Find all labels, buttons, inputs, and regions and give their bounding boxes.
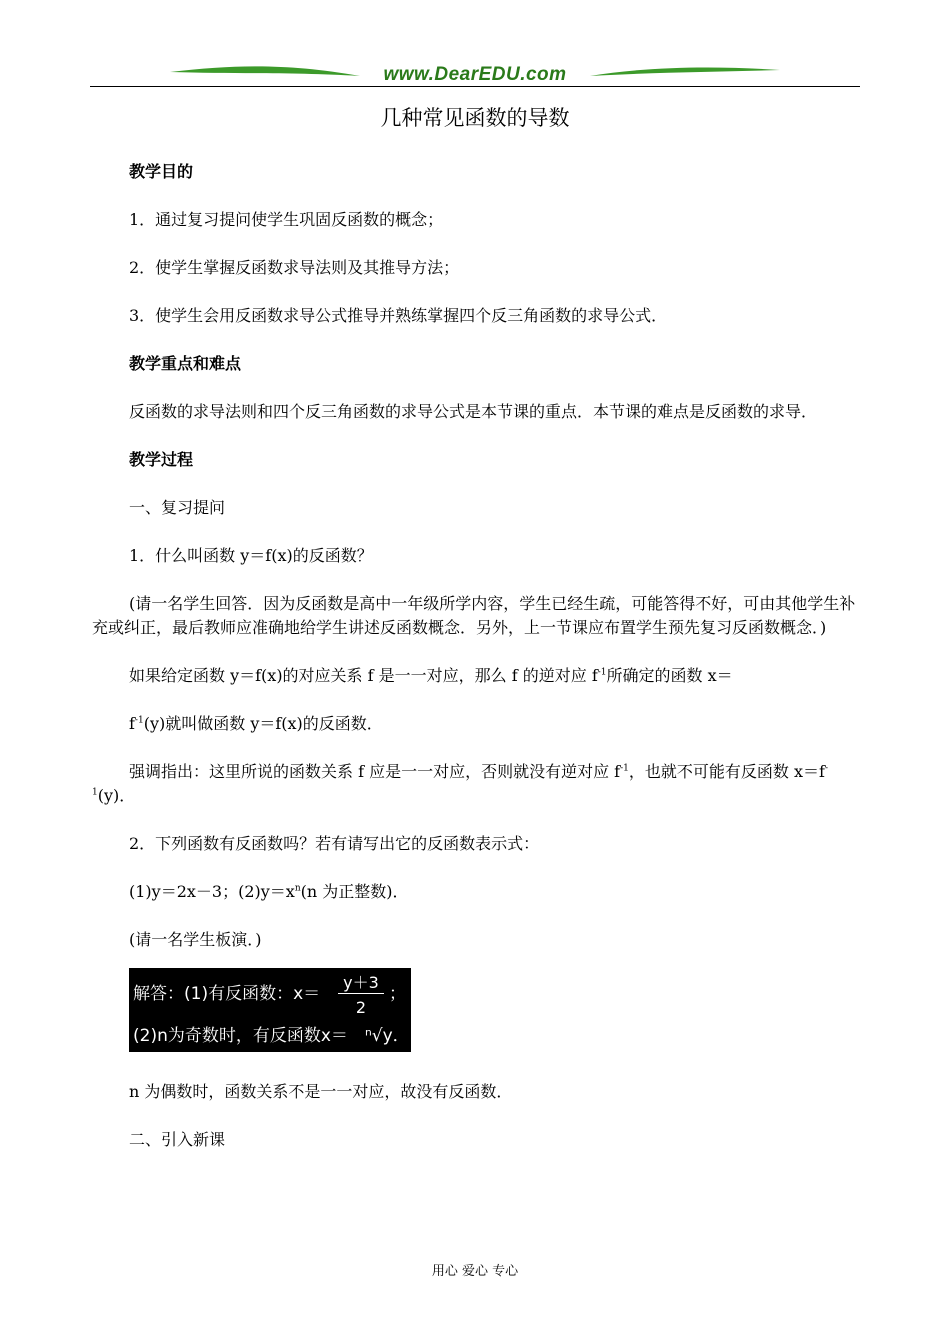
answer-line-1: 解答：(1)有反函数：x＝ bbox=[133, 984, 321, 1004]
objectives-heading: 教学目的 bbox=[129, 162, 194, 181]
question-1: 1．什么叫函数 y＝f(x)的反函数？ bbox=[129, 546, 373, 565]
answer-root: ⁿ√y． bbox=[365, 1026, 410, 1046]
header-divider bbox=[90, 86, 860, 87]
process-heading: 教学过程 bbox=[129, 450, 194, 469]
keypoints-text: 反函数的求导法则和四个反三角函数的求导公式是本节课的重点．本节课的难点是反函数的求导． bbox=[129, 402, 818, 421]
objective-item: 2．使学生掌握反函数求导法则及其推导方法； bbox=[129, 258, 460, 277]
definition-line-1: 如果给定函数 y＝f(x)的对应关系 f 是一一对应，那么 f 的逆对应 $f^{-1}$所确定的函数 x＝ bbox=[129, 666, 733, 685]
question-1-note: (请一名学生回答．因为反函数是高中一年级所学内容，学生已经生疏，可能答得不好，可由其他学生补充或纠正，最后教师应准确地给学生讲述反函数概念．另外，上一节课应布置学生预先复习反函数概念．) bbox=[92, 594, 856, 637]
page-title: 几种常见函数的导数 bbox=[380, 106, 570, 130]
document-body bbox=[92, 160, 860, 1152]
answer-fraction: y＋3 2 bbox=[338, 971, 384, 1020]
emphasis-text: 强调指出：这里所说的函数关系 f 应是一一对应，否则就没有逆对应 $f^{-1}$，也就不可能有反函数 $x=f^{-1}(y)$． bbox=[92, 762, 828, 805]
objective-item: 3．使学生会用反函数求导公式推导并熟练掌握四个反三角函数的求导公式． bbox=[129, 306, 668, 325]
question-2-items: (1)y＝2x－3；$(2)y=x^n(n$ 为正整数)． bbox=[129, 882, 409, 901]
page-footer: 用心 爱心 专心 bbox=[431, 1264, 519, 1279]
review-heading: 一、复习提问 bbox=[129, 498, 226, 517]
objective-item: 1．通过复习提问使学生巩固反函数的概念； bbox=[129, 210, 444, 229]
question-2-note: (请一名学生板演．) bbox=[129, 930, 262, 949]
question-2: 2．下列函数有反函数吗？若有请写出它的反函数表示式： bbox=[129, 834, 540, 853]
answer-line-2: (2)n为奇数时，有反函数x＝ bbox=[133, 1026, 348, 1046]
site-logo[interactable]: www.DearEDU.com bbox=[383, 64, 567, 85]
keypoints-heading: 教学重点和难点 bbox=[129, 354, 242, 373]
page-header bbox=[90, 62, 860, 92]
answer-image: 解答：(1)有反函数：x＝ y＋3 2 ； (2)n为奇数时，有反函数x＝ ⁿ√y． bbox=[129, 968, 411, 1052]
new-lesson-heading: 二、引入新课 bbox=[129, 1130, 226, 1149]
even-case-text: n 为偶数时，函数关系不是一一对应，故没有反函数． bbox=[129, 1082, 513, 1101]
definition-line-2: $f^{-1}(y)$就叫做函数 y＝f(x)的反函数． bbox=[129, 714, 383, 733]
